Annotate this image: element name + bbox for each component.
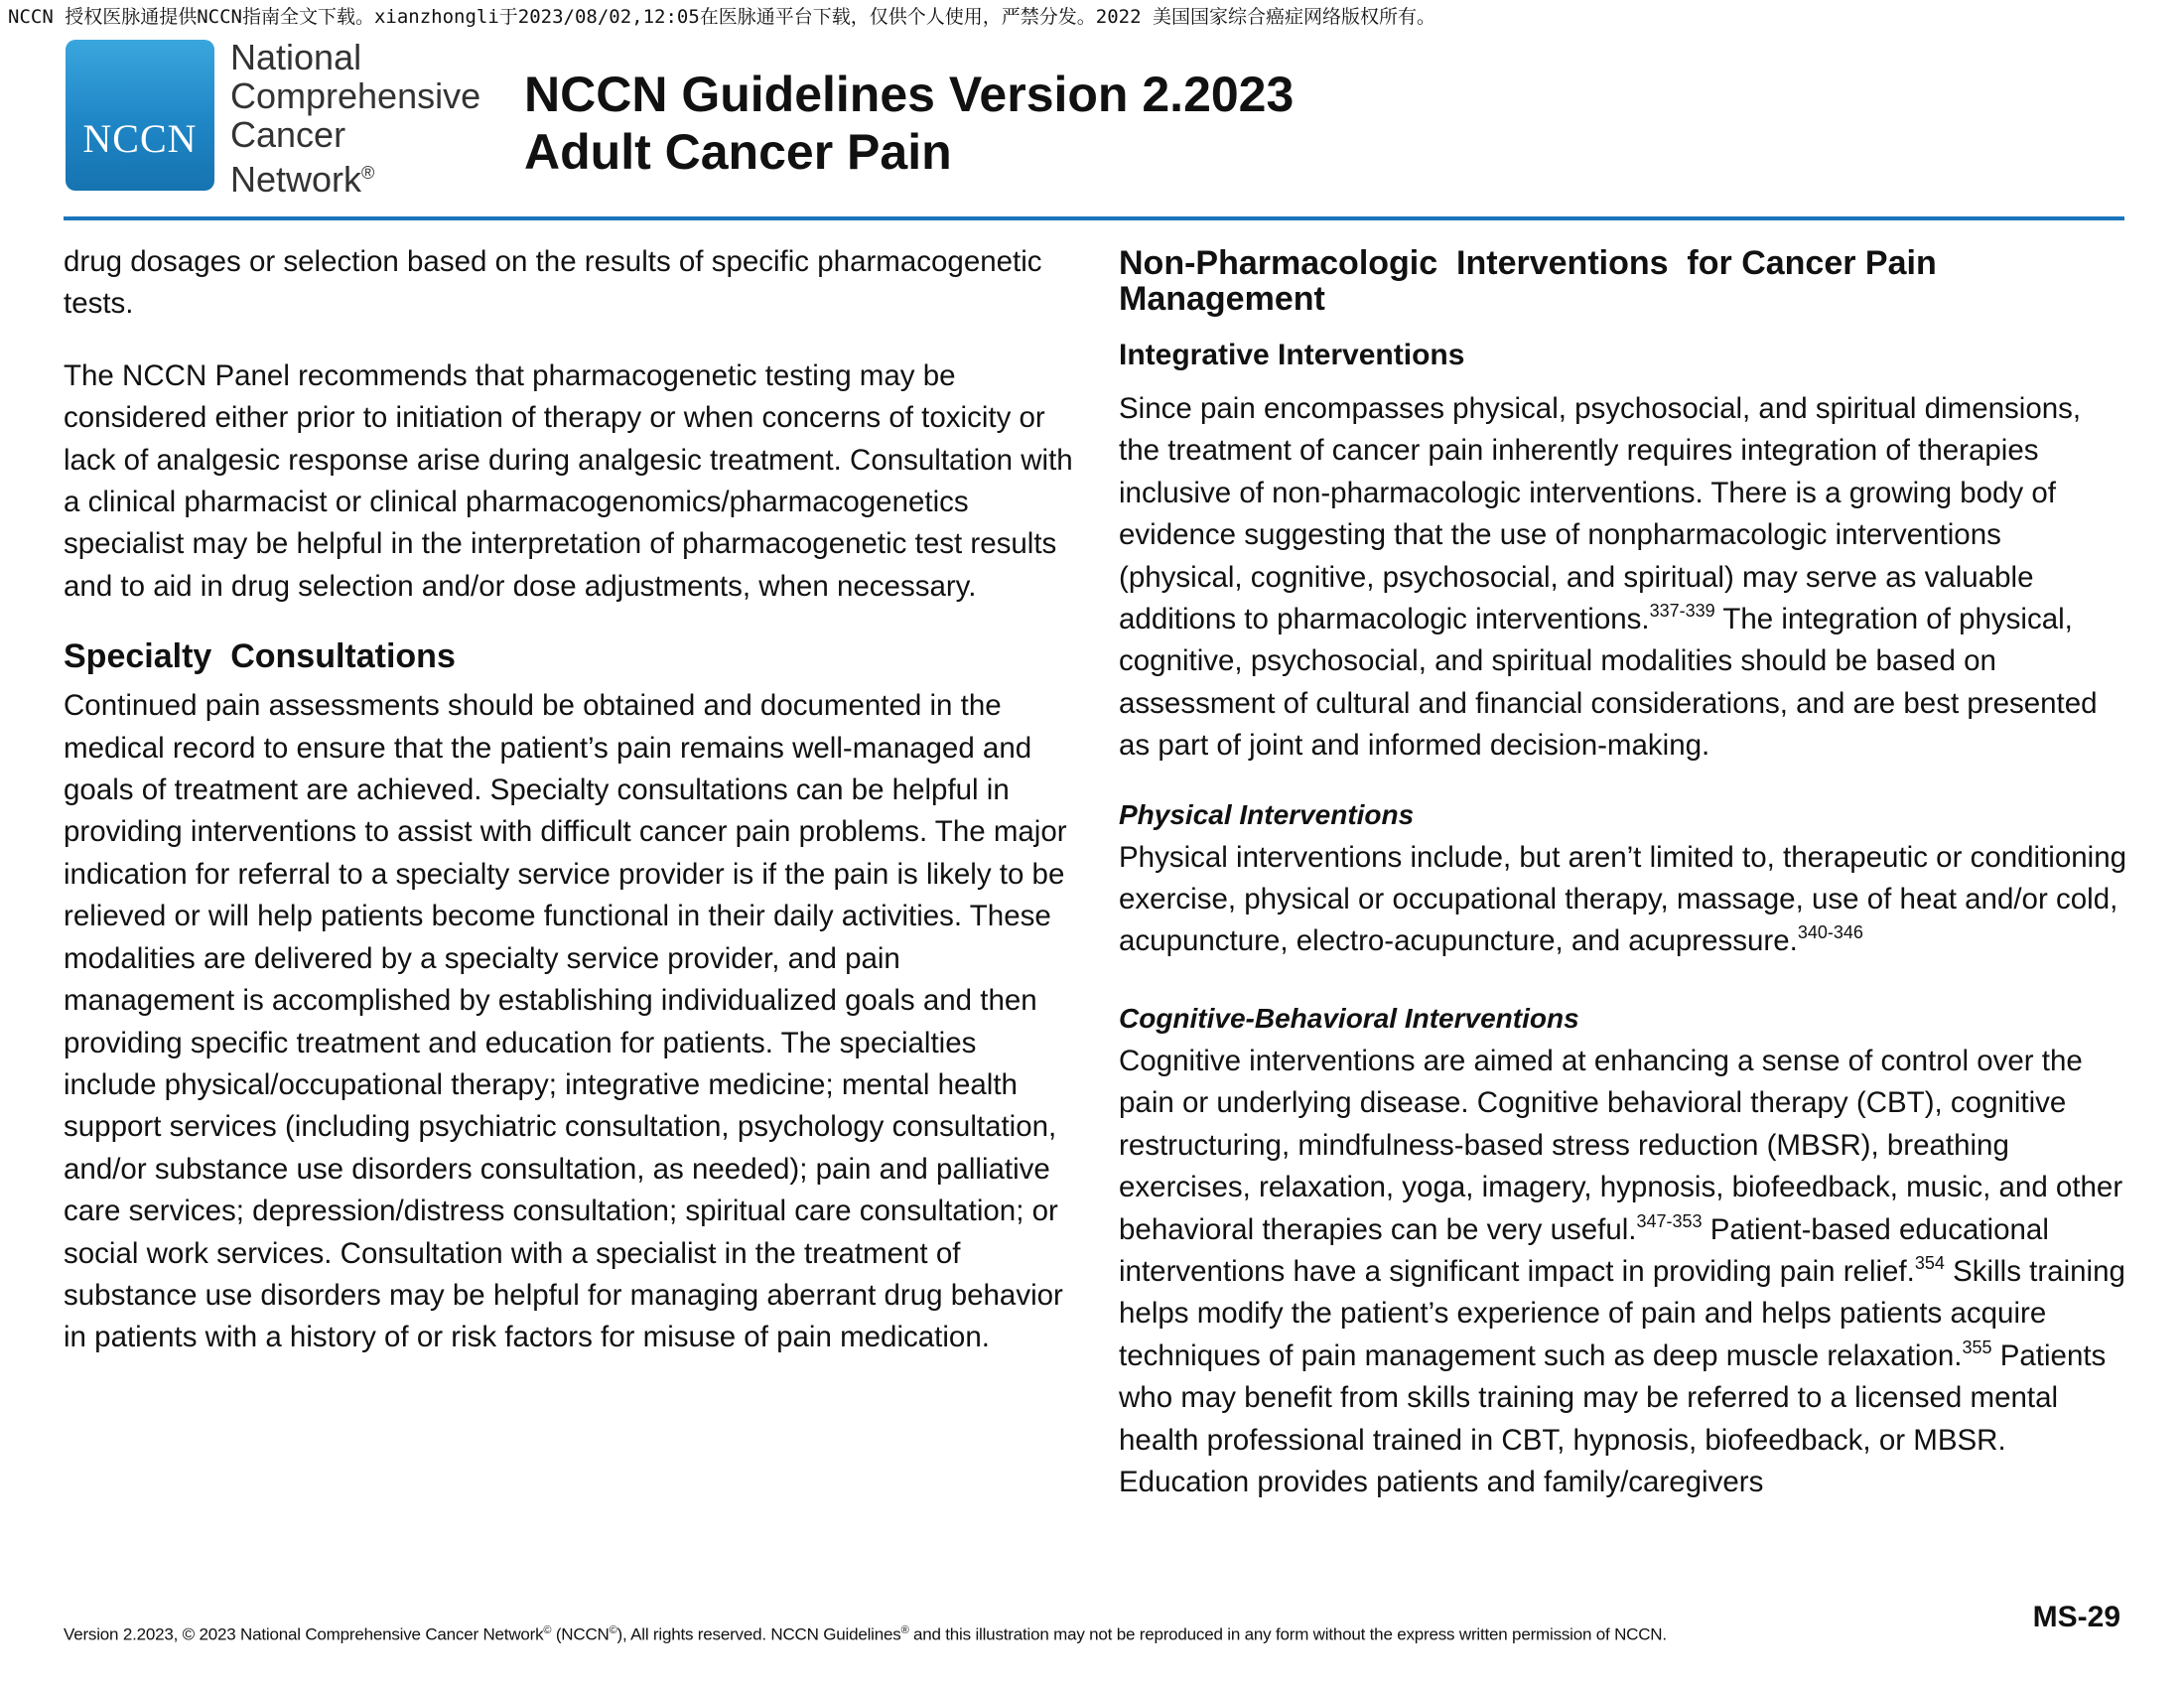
citation-340-346: 340-346 [1797,922,1863,943]
cognitive-text-a: Cognitive interventions are aimed at enhancing a sense of control over the pain or underlying disease. Cognitive behavioral therapy (CBT), cognitive restructuring, mindfulness-based stress reduction (MBSR), breathing exercises, relaxation, yoga, imagery, hypnosis, biofeedback, music, and other behavioral therapies can be very useful. [1119,1044,2123,1246]
copyright-mark-2: © [609,1624,617,1636]
registered-mark-footer: ® [900,1624,909,1636]
integrative-interventions-paragraph [1119,388,2127,768]
org-name-line: National [230,37,362,77]
logo-mark-text: NCCN [82,116,198,161]
physical-text: Physical interventions include, but aren’t limited to, therapeutic or conditioning exercise, physical or occupational therapy, massage, use of heat and/or cold, acupuncture, electro-acupuncture, and acupressure. [1119,840,2127,958]
copyright-footer [64,1624,1667,1645]
cognitive-behavioral-heading: Cognitive-Behavioral Interventions [1119,1002,1579,1034]
document-title [524,66,1294,181]
specialty-consultations-paragraph: Continued pain assessments should be obtained and documented in the medical record to ensure that the patient’s pain remains well-managed and goals of treatment are achieved. Specialty consultations can be helpful in providing interventions to assist with difficult cancer pain problems. The major indication for referral to a specialty service provider is if the pain is likely to be relieved or will help patients become functional in their daily activities. These modalities are delivered by a specialty service provider, and pain management is accomplished by establishing individualized goals and then providing specific treatment and education for patients. The specialties include physical/occupational therapy; integrative medicine; mental health support services (including psychiatric consultation, psychology consultation, and/or substance use disorders consultation, as needed); pain and palliative care services; depression/distress consultation; spiritual care consultation; or social work services. Consultation with a specialist in the treatment of substance use disorders may be helpful for managing aberrant drug behavior in patients with a history of or risk factors for misuse of pain medication. [64,689,1067,1354]
physical-interventions-paragraph [1119,837,2127,963]
physical-interventions-heading: Physical Interventions [1119,798,1415,830]
cognitive-text-d: Patients who may benefit from skills training may be referred to a licensed mental health professional trained in CBT, hypnosis, biofeedback, or MBSR. Education provides patients and family/caregivers [1119,1338,2107,1498]
page-number: MS-29 [2032,1601,2120,1633]
cognitive-text-b: Patient-based educational interventions have a significant impact in providing pain relief. [1119,1212,2049,1288]
pharmacogenetic-testing-paragraph: The NCCN Panel recommends that pharmacogenetic testing may be considered either prior to initiation of therapy or when concerns of toxicity or lack of analgesic response arise during analgesic treatment. Consultation with a clinical pharmacist or clinical pharmacogenomics/pharmacogenetics specialist may be helpful in the interpretation of pharmacogenetic test results and to aid in drug selection and/or dose adjustments, when necessary. [64,358,1073,603]
citation-347-353: 347-353 [1636,1210,1703,1231]
footer-text-c: ), All rights reserved. NCCN Guidelines [616,1624,901,1644]
footer-text-a: Version 2.2023, © 2023 National Comprehensive Cancer Network [64,1624,544,1644]
organization-name [230,38,480,199]
nccn-logo [66,40,214,191]
org-name-line [230,154,480,199]
integrative-interventions-heading: Integrative Interventions [1119,339,1465,371]
pharmacogenetic-continued-paragraph: drug dosages or selection based on the results of specific pharmacogenetic tests. [64,245,1042,321]
download-watermark: NCCN 授权医脉通提供NCCN指南全文下载。xianzhongli于2023/08/02,12:05在医脉通平台下载，仅供个人使用，严禁分发。2022 美国国家综合癌症网络版权所有。 [8,6,1436,28]
cognitive-text-c: Skills training helps modify the patient’s experience of pain and helps patients acquire techniques of pain management such as deep muscle relaxation. [1119,1254,2125,1372]
citation-354: 354 [1914,1252,1945,1273]
guideline-version-title: NCCN Guidelines Version 2.2023 [524,67,1295,122]
org-name-line: Comprehensive [230,75,481,116]
registered-mark: ® [361,163,375,183]
guideline-topic-title: Adult Cancer Pain [524,124,952,180]
footer-text-b: (NCCN [551,1624,610,1644]
left-column [64,241,1076,1389]
integrative-text-a: Since pain encompasses physical, psychosocial, and spiritual dimensions, the treatment of cancer pain inherently requires integration of therapies inclusive of non-pharmacologic interventions. There is a growing body of evidence suggesting that the use of nonpharmacologic interventions (physical, cognitive, psychosocial, and spiritual) may serve as valuable additions to pharmacologic interventions. [1119,392,2082,636]
org-name-line: Cancer [230,114,346,155]
specialty-consultations-heading: Specialty Consultations [64,637,456,676]
non-pharmacologic-heading: Non-Pharmacologic Interventions for Cancer Pain Management [1119,244,1947,318]
copyright-mark: © [543,1624,552,1636]
footer-text-d: and this illustration may not be reproduced in any form without the express written permission of NCCN. [908,1624,1667,1644]
citation-355: 355 [1962,1336,1992,1357]
header-divider [64,216,2124,220]
integrative-text-b: The integration of physical, cognitive, psychosocial, and spiritual modalities should be based on assessment of cultural and financial considerations, and are best presented as part of joint and informed decision-making. [1119,603,2098,763]
cognitive-behavioral-paragraph [1119,1041,2127,1503]
citation-337-339: 337-339 [1649,601,1715,622]
org-name-network: Network [230,159,362,200]
right-column [1119,241,2127,1533]
